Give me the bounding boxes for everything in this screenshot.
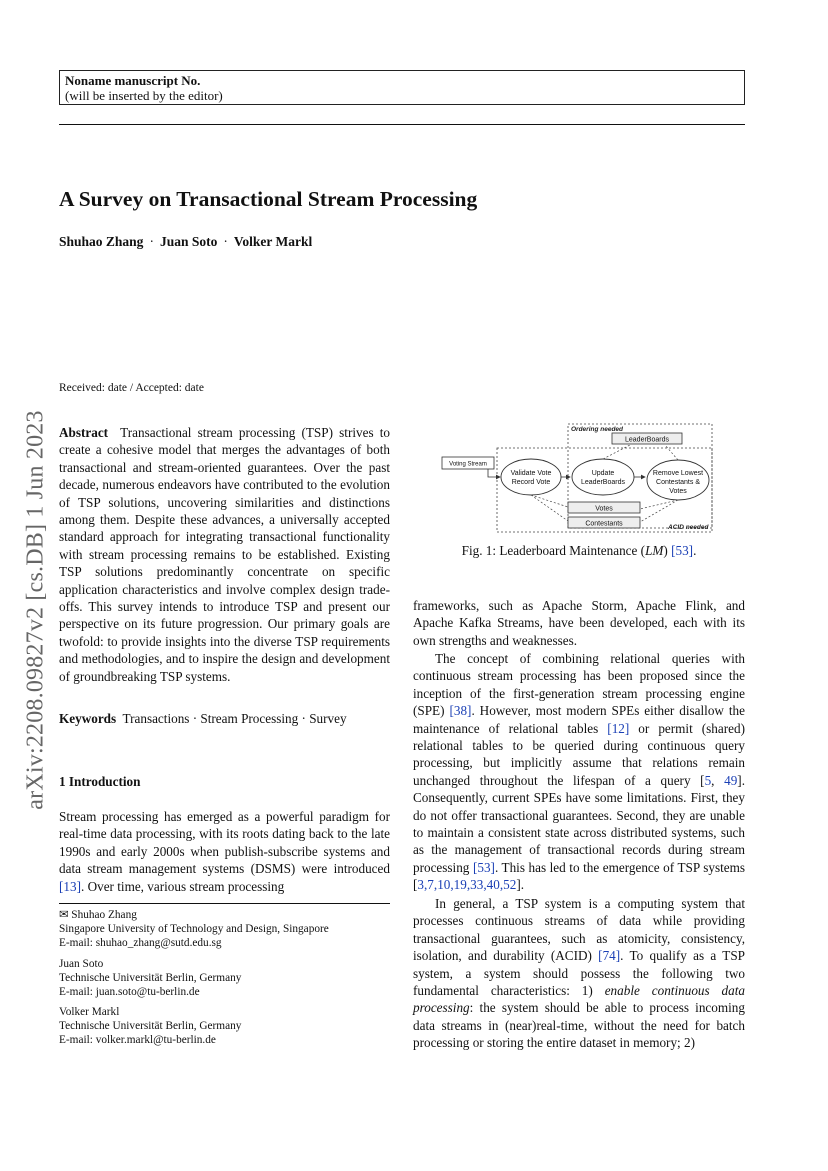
access-arrow <box>640 500 678 522</box>
author-name: Juan Soto <box>159 234 218 249</box>
acid-label: ACID needed <box>668 524 709 531</box>
right-paragraph-2 <box>413 650 745 894</box>
contestants-table-label: Contestants <box>585 520 623 528</box>
author-name: Volker Markl <box>233 234 313 249</box>
citation-link[interactable]: [53] <box>472 859 495 875</box>
paragraph-text: . To qualify as a TSP system, a system should possess the following two fundamental characteristics: 1) <box>413 948 746 999</box>
citation-link[interactable]: [12] <box>607 720 630 736</box>
right-paragraph-3 <box>413 895 745 1052</box>
abstract <box>59 424 390 685</box>
paragraph-text: . This has led to the emergence of TSP systems [ <box>413 859 745 893</box>
abstract-label: Abstract <box>59 425 109 440</box>
arxiv-stamp[interactable]: arXiv:2208.09827v2 [cs.DB] 1 Jun 2023 <box>22 410 49 810</box>
author-separator: · <box>223 234 228 249</box>
header-rule <box>59 124 745 125</box>
caption-text-post: ) <box>663 543 672 558</box>
paragraph-text: . However, most modern SPEs either disallow the maintenance of relational tables <box>413 703 745 736</box>
manuscript-line2: (will be inserted by the editor) <box>65 88 223 103</box>
access-arrow <box>603 445 630 459</box>
affiliation-block <box>59 908 390 950</box>
leaderboard-figure <box>440 420 720 538</box>
right-paragraph-1: frameworks, such as Apache Storm, Apache Flink, and Apache Kafka Streams, have been developed, each with its own strengths and weaknesses. <box>413 598 745 648</box>
validate-vote-node <box>501 459 561 495</box>
update-leaderboards-node <box>572 459 634 495</box>
node3-line2: Contestants & <box>656 479 700 486</box>
node1-line2: Record Vote <box>511 479 551 486</box>
node1-line1: Validate Vote <box>510 470 552 477</box>
ordering-label: Ordering needed <box>571 426 624 433</box>
affiliation-institution: Technische Universität Berlin, Germany <box>59 972 242 984</box>
access-arrow <box>531 495 568 507</box>
leaderboards-table-label: LeaderBoards <box>625 436 669 444</box>
paragraph-text: The concept of combining relational queries with continuous stream processing has been proposed since the inception of the first-generation stream processing engine (SPE) <box>413 651 745 719</box>
author-separator: · <box>149 234 154 249</box>
access-arrow <box>531 495 568 521</box>
emphasis-text: enable continuous data processing <box>413 983 745 1016</box>
author-name: Shuhao Zhang <box>59 234 144 249</box>
figure-caption <box>413 543 745 559</box>
node3-line1: Remove Lowest <box>652 470 704 477</box>
paragraph-text: ]. Consequently, current SPEs have some limitations. First, they do not offer transactional guarantees. Second, they are unable to maintain a consistent state across distributed systems, such as the management of transactional records during stream processing <box>413 772 745 875</box>
affiliation-name: Juan Soto <box>59 958 104 970</box>
paragraph-text: ]. <box>516 877 525 893</box>
citation-link[interactable]: [74] <box>598 948 621 964</box>
paragraph-text: : the system should be able to process incoming data streams in (near)real-time, without the need for batch processing or storing the entire dataset in memory; 2) <box>413 1000 745 1051</box>
affiliation-name: ✉ Shuhao Zhang <box>59 909 137 921</box>
votes-table-label: Votes <box>595 505 613 513</box>
citation-link[interactable]: 5 <box>704 772 712 788</box>
affiliation-email: E-mail: volker.markl@tu-berlin.de <box>59 1034 216 1046</box>
affiliation-email: E-mail: juan.soto@tu-berlin.de <box>59 986 200 998</box>
node2-line2: LeaderBoards <box>581 479 625 486</box>
intro-text: Stream processing has emerged as a powerful paradigm for real-time data processing, with its roots dating back to the late 1990s and early 2000s when publish-subscribe systems and data stream management systems (DSMS) were introduced <box>59 809 390 877</box>
manuscript-box <box>59 70 745 105</box>
citation-link[interactable]: 49 <box>724 772 738 788</box>
citation-link[interactable]: [13] <box>59 878 81 894</box>
keywords-label: Keywords <box>59 711 117 726</box>
paragraph-text: In general, a TSP system is a computing system that processes continuous streams of data while providing transactional guarantees, such as atomicity, consistency, isolation, and durability (ACID) <box>413 896 745 964</box>
received-date: Received: date / Accepted: date <box>59 382 204 394</box>
affiliation-institution: Singapore University of Technology and Design, Singapore <box>59 923 329 935</box>
keywords <box>59 711 390 727</box>
author-list <box>59 234 312 250</box>
affiliation-block <box>59 1005 390 1047</box>
caption-text: Fig. 1: Leaderboard Maintenance ( <box>461 543 646 558</box>
paragraph-text: or permit (shared) relational tables to be queried during continuous query processing, but implicitly assume that relations remain unchanged throughout the lifespan of a query [ <box>413 720 745 788</box>
citation-link[interactable]: 3,7,10,19,33,40,52 <box>417 877 517 893</box>
intro-paragraph <box>59 808 390 895</box>
stream-arrow <box>488 469 500 477</box>
access-arrow <box>640 500 678 509</box>
affiliation-email: E-mail: shuhao_zhang@sutd.edu.sg <box>59 937 222 949</box>
access-arrow <box>665 445 678 460</box>
paper-title: A Survey on Transactional Stream Processing <box>59 187 478 211</box>
citation-link[interactable]: [38] <box>449 703 472 719</box>
paragraph-text: , <box>711 772 725 788</box>
affiliation-institution: Technische Universität Berlin, Germany <box>59 1020 242 1032</box>
caption-abbrev: LM <box>645 543 664 558</box>
keywords-text: Transactions · Stream Processing · Survey <box>122 711 347 726</box>
manuscript-line1: Noname manuscript No. <box>65 73 201 88</box>
voting-stream-label: Voting Stream <box>449 461 487 468</box>
abstract-text: Transactional stream processing (TSP) strives to create a cohesive model that merges the advantages of both transactional and stream-oriented guarantees. Over the past decade, numerous endeavors have contributed to the evolution of TSP solutions, uncovering similarities and distinctions among them. Despite these advances, a universally accepted standard approach for integrating transactional functionality with stream processing remains to be established. Existing TSP solutions predominantly concentrate on specific application characteristics and involve complex design trade-offs. This survey intends to introduce TSP and present our perspective on its future progression. Our primary goals are twofold: to provide insights into the diverse TSP requirements and methodologies, and to inspire the design and development of groundbreaking TSP systems. <box>59 425 390 684</box>
node3-line3: Votes <box>669 488 687 495</box>
node2-line1: Update <box>591 470 615 477</box>
footnote-rule <box>59 903 390 904</box>
affiliation-name: Volker Markl <box>59 1006 120 1018</box>
affiliation-block <box>59 957 390 999</box>
section-heading: 1 Introduction <box>59 774 141 789</box>
caption-end: . <box>693 543 697 558</box>
intro-text-tail: . Over time, various stream processing <box>80 878 285 894</box>
citation-link[interactable]: [53] <box>671 543 694 558</box>
